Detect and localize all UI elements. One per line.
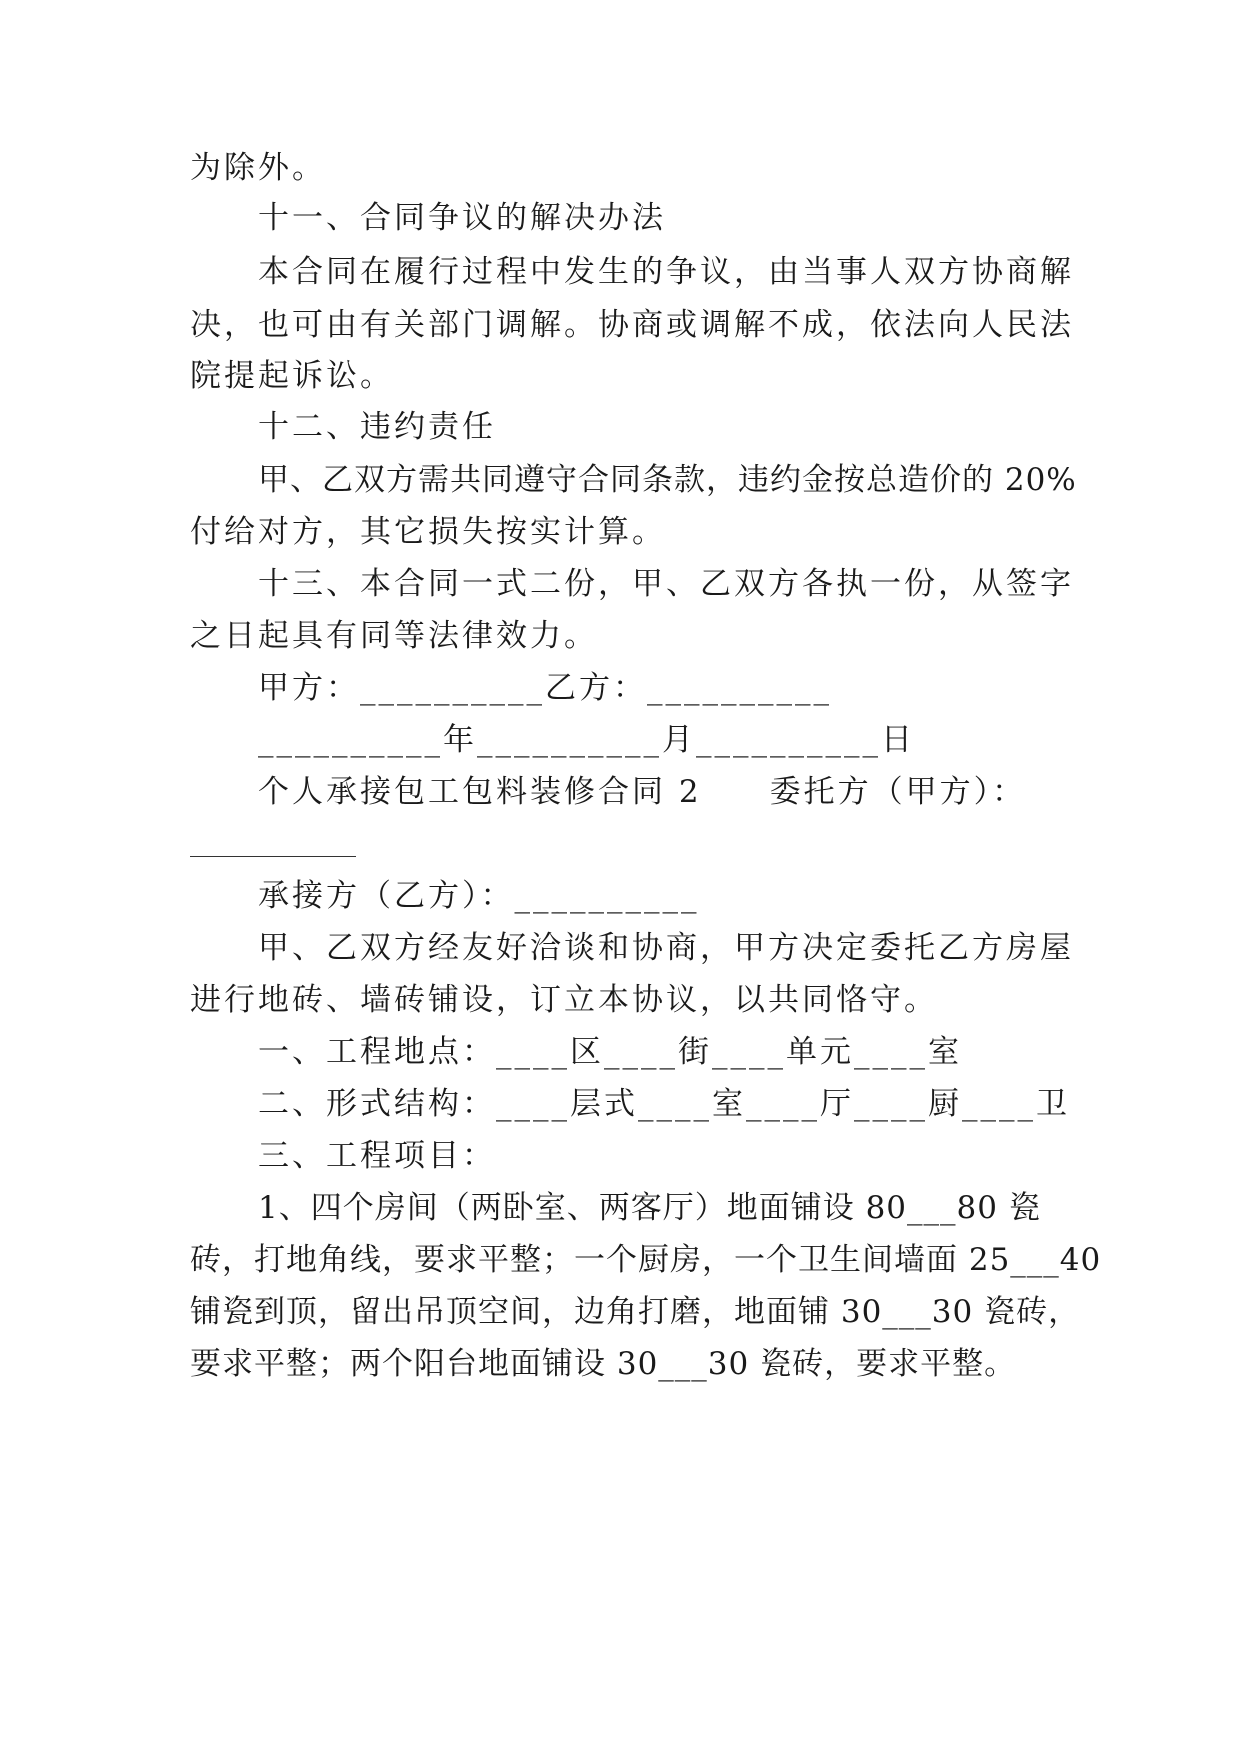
text-line: 付给对方，其它损失按实计算。 — [190, 514, 666, 550]
contract-title-line: 个人承接包工包料装修合同 2 委托方（甲方）： — [258, 774, 1027, 810]
text-line: 甲、乙双方经友好洽谈和协商，甲方决定委托乙方房屋 — [258, 930, 1074, 966]
blank-underline — [190, 856, 356, 857]
signature-line: 甲方：__________乙方：__________ — [258, 670, 832, 706]
text-line: 院提起诉讼。 — [190, 358, 394, 394]
text-line: 本合同在履行过程中发生的争议，由当事人双方协商解 — [258, 254, 1074, 290]
text-line: 决，也可由有关部门调解。协商或调解不成，依法向人民法 — [190, 307, 1074, 343]
section-heading: 十二、违约责任 — [258, 409, 496, 445]
text-line: 甲、乙双方需共同遵守合同条款，违约金按总造价的 20% — [258, 462, 1077, 498]
text-line: 1、四个房间（两卧室、两客厅）地面铺设 80___80 瓷 — [258, 1190, 1041, 1226]
date-line: __________年__________月__________日 — [258, 722, 915, 758]
text-line: 铺瓷到顶，留出吊顶空间，边角打磨，地面铺 30___30 瓷砖， — [190, 1294, 1081, 1330]
text-line: 为除外。 — [190, 150, 326, 186]
text-line: 要求平整；两个阳台地面铺设 30___30 瓷砖，要求平整。 — [190, 1346, 1017, 1382]
text-line: 之日起具有同等法律效力。 — [190, 618, 598, 654]
text-line: 一、工程地点：____区____街____单元____室 — [258, 1034, 962, 1070]
text-line: 二、形式结构：____层式____室____厅____厨____卫 — [258, 1086, 1070, 1122]
section-heading: 三、工程项目： — [258, 1138, 496, 1174]
section-heading: 十一、合同争议的解决办法 — [258, 200, 666, 236]
text-line: 砖，打地角线，要求平整；一个厨房，一个卫生间墙面 25___40 — [190, 1242, 1102, 1278]
text-line: 进行地砖、墙砖铺设，订立本协议，以共同恪守。 — [190, 982, 938, 1018]
text-line: 十三、本合同一式二份，甲、乙双方各执一份，从签字 — [258, 566, 1074, 602]
text-line: 承接方（乙方）：__________ — [258, 878, 700, 914]
